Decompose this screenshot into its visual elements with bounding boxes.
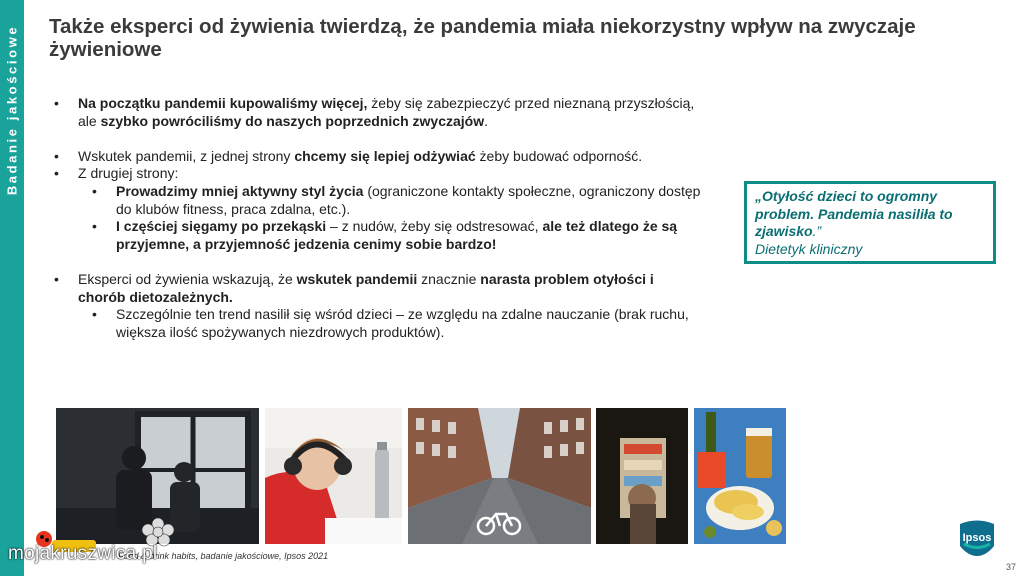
bullet-content <box>53 95 703 341</box>
page-number: 37 <box>1006 562 1017 572</box>
ipsos-logo-text: Ipsos <box>962 532 992 544</box>
photo-boy-headphones <box>265 408 402 544</box>
bullet-3-sub-1-text: (ograniczone kontakty społeczne, ograniczony dostęp do klubów fitness, praca zdalna, etc.). <box>116 182 701 217</box>
side-bar <box>0 0 24 576</box>
ipsos-logo <box>958 518 996 556</box>
bullet-2-text-b: żeby budować odporność. <box>475 147 643 164</box>
bullet-3-sub-2-bold-a: I częściej sięgamy po przekąski <box>116 218 327 235</box>
quote-open-mark: „ <box>755 188 762 204</box>
quote-box <box>744 181 996 264</box>
bullet-3-sub-2-bold-b: ale też dlatego że są przyjemne, a przyjemność jedzenia cenimy sobie bardzo! <box>116 218 678 252</box>
bullet-1-bold-b: szybko powróciliśmy do naszych poprzednich zwyczajów <box>100 112 485 129</box>
bullet-4-text-b: znacznie <box>417 270 481 287</box>
bullet-2-bold: chcemy się lepiej odżywiać <box>294 147 476 164</box>
photo-empty-street <box>408 408 591 544</box>
bullet-1 <box>53 95 703 130</box>
bullet-2 <box>53 148 703 166</box>
bullet-4-bold-a: wskutek pandemii <box>296 270 418 287</box>
quote-source: Dietetyk kliniczny <box>755 240 863 257</box>
bullet-1-text-a: żeby się zabezpieczyć przed nieznaną przyszłością, ale <box>78 95 695 129</box>
bullet-3 <box>53 165 703 253</box>
source-note: Food & drink habits, badanie jakościowe, Ipsos 2021 <box>118 551 329 561</box>
bullet-4-sub-1 <box>78 306 703 341</box>
bullet-2-text-a: Wskutek pandemii, z jednej strony <box>78 147 295 164</box>
bullet-1-bold-a: Na początku pandemii kupowaliśmy więcej, <box>78 95 368 111</box>
bullet-4 <box>53 271 703 341</box>
bullet-4-sub-1-text: Szczególnie ten trend nasilił się wśród dzieci – ze względu na zdalne nauczanie (brak ruchu, większa ilość spożywanych niezdrowych produktów). <box>116 306 689 340</box>
watermark-text: mojakruszwica.pl <box>8 543 158 564</box>
bullet-4-bold-b: narasta problem otyłości i chorób dietozależnych. <box>78 270 654 305</box>
section-label: Badanie jakościowe <box>4 24 20 196</box>
bullet-3-text: Z drugiej strony: <box>78 165 179 182</box>
bullet-4-text-a: Eksperci od żywienia wskazują, że <box>78 270 297 287</box>
bullet-3-sub-1 <box>78 183 703 218</box>
quote-close-mark: .” <box>812 223 822 239</box>
bullet-3-sub-2-text: – z nudów, żeby się odstresować, <box>326 218 543 235</box>
quote-text <box>755 188 985 241</box>
bullet-1-text-b: . <box>484 112 488 129</box>
slide-title: Także eksperci od żywienia twierdzą, że pandemia miała niekorzystny wpływ na zwyczaje żywieniowe <box>49 15 916 61</box>
photo-fridge-night <box>596 408 688 544</box>
bullet-3-sub-1-bold: Prowadzimy mniej aktywny styl życia <box>116 182 364 199</box>
quote-body: Otyłość dzieci to ogromny problem. Pandemia nasiliła to zjawisko <box>755 188 953 239</box>
bullet-3-sub-2 <box>78 218 703 253</box>
photo-snacks-beer <box>694 408 786 544</box>
